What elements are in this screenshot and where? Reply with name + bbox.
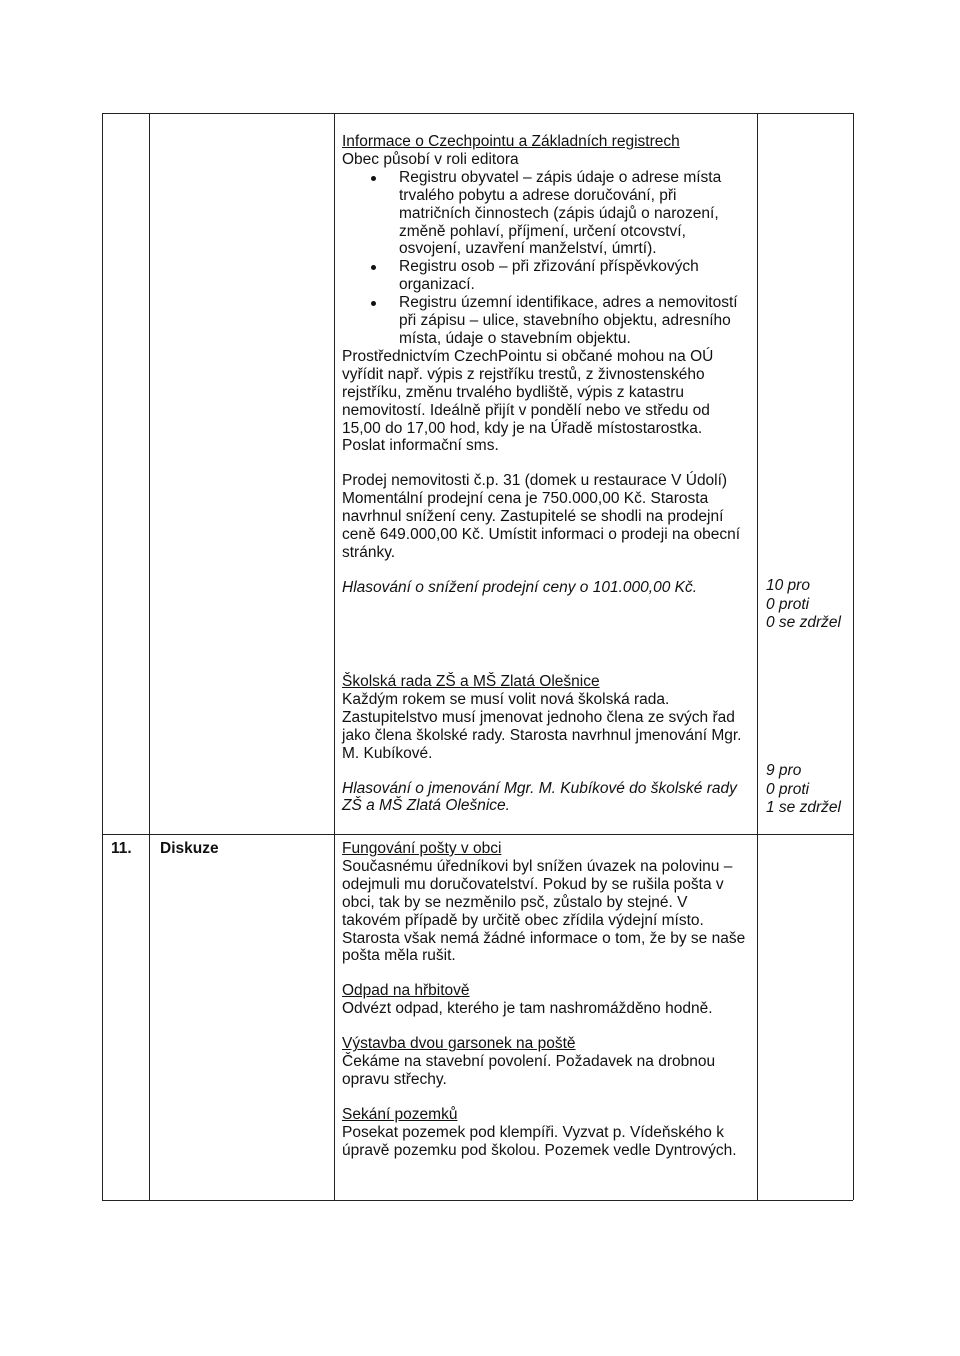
cemetery-heading: Odpad na hřbitově: [342, 982, 470, 1000]
table-border-top: [102, 113, 853, 114]
school-heading: Školská rada ZŠ a MŠ Zlatá Olešnice: [342, 673, 600, 690]
vote-against: 0 proti: [766, 595, 810, 613]
vote-against: 0 proti: [766, 780, 810, 798]
school-section: [342, 673, 747, 815]
table-divider-vote: [757, 113, 758, 1200]
sale-vote-text: Hlasování o snížení prodejní ceny o 101.000,00 Kč.: [342, 578, 698, 596]
czechpoint-intro: Obec působí v roli editora: [342, 150, 519, 168]
sale-vote-result: [766, 577, 856, 633]
vote-for: 9 pro: [766, 762, 802, 779]
mowing-heading: Sekání pozemků: [342, 1105, 458, 1123]
vote-abstain: 1 se zdržel: [766, 799, 841, 816]
item-number: 11.: [111, 840, 132, 857]
school-vote-text: Hlasování o jmenování Mgr. M. Kubíkové do školské rady ZŠ a MŠ Zlatá Olešnice.: [342, 779, 737, 815]
vote-for: 10 pro: [766, 577, 810, 594]
row-separator: [102, 834, 853, 835]
czechpoint-sms: Poslat informační sms.: [342, 437, 499, 455]
registry-list: [342, 169, 747, 348]
flats-text: Čekáme na stavební povolení. Požadavek na drobnou opravu střechy.: [342, 1053, 716, 1088]
post-office-text: Současnému úředníkovi byl snížen úvazek na polovinu – odejmuli mu doručovatelství. Pokud by se rušila pošta v obci, tak by se nezměnilo psč, zůstalo by stejné. V takovém případě by určitě obec zřídila výdejní místo. Starosta však nemá žádné informace o tom, že by se naše pošta měla rušit.: [342, 857, 746, 965]
registry-item: Registru osob – při zřizování příspěvkových organizací.: [342, 258, 747, 294]
table-border-bottom: [102, 1200, 853, 1201]
table-divider-number: [149, 113, 150, 1200]
czechpoint-text: Prostřednictvím CzechPointu si občané mohou na OÚ vyřídit např. výpis z rejstříku trestů, z živnostenského rejstříku, změnu trvalého bydliště, výpis z katastru nemovitostí. Ideálně přijít v pondělí nebo ve středu od 15,00 do 17,00 hod, kdy je na Úřadě místostarostka.: [342, 347, 714, 437]
item-title: Diskuze: [160, 840, 219, 857]
cemetery-text: Odvézt odpad, kterého je tam nashromážděno hodně.: [342, 1000, 713, 1018]
discussion-section: [342, 840, 747, 1160]
school-vote-result: [766, 762, 856, 818]
post-office-heading: Fungování pošty v obci: [342, 840, 502, 857]
czechpoint-section: [342, 133, 747, 597]
flats-heading: Výstavba dvou garsonek na poště: [342, 1035, 576, 1053]
registry-item: Registru územní identifikace, adres a nemovitostí při zápisu – ulice, stavebního objektu, adresního místa, údaje o stavebním objektu.: [342, 294, 747, 348]
vote-abstain: 0 se zdržel: [766, 614, 841, 631]
table-border-left: [102, 113, 103, 1200]
school-text: Každým rokem se musí volit nová školská rada. Zastupitelstvo musí jmenovat jednoho člena ze svých řad jako člena školské rady. Starosta navrhnul jmenování Mgr. M. Kubíkové.: [342, 690, 742, 762]
registry-item: Registru obyvatel – zápis údaje o adrese místa trvalého pobytu a adrese doručování, při matričních činnostech (zápis údajů o narození, změně pohlaví, příjmení, určení otcovství, osvojení, uzavření manželství, úmrtí).: [342, 169, 747, 259]
sale-heading: Prodej nemovitosti č.p. 31 (domek u restaurace V Údolí): [342, 472, 728, 490]
mowing-text: Posekat pozemek pod klempíři. Vyzvat p. Vídeňského k úpravě pozemku pod školou. Pozemek vedle Dyntrových.: [342, 1123, 737, 1159]
table-divider-agenda: [334, 113, 335, 1200]
czechpoint-heading: Informace o Czechpointu a Základních registrech: [342, 133, 680, 150]
table-border-right: [853, 113, 854, 1200]
sale-text: Momentální prodejní cena je 750.000,00 Kč. Starosta navrhnul snížení ceny. Zastupitelé se shodli na prodejní ceně 649.000,00 Kč. Umístit informaci o prodeji na obecní stránky.: [342, 490, 741, 561]
